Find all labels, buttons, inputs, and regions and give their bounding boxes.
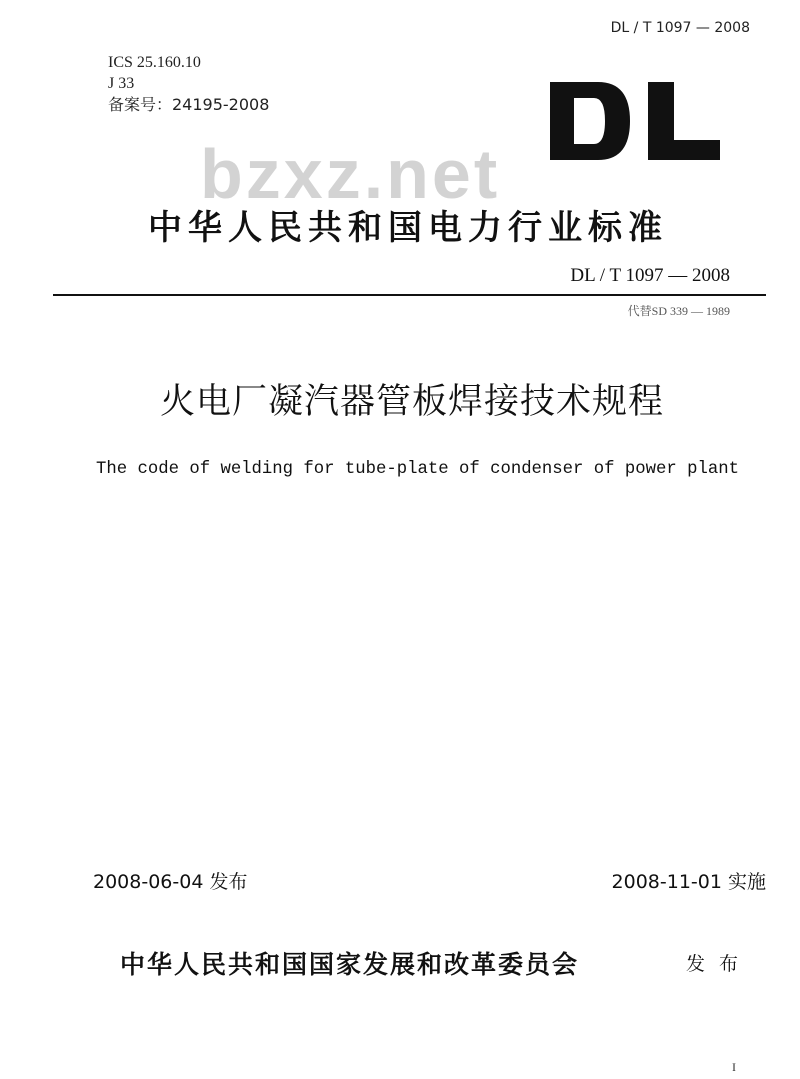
- page-number: I: [732, 1060, 736, 1074]
- document-title-zh: 火电厂凝汽器管板焊接技术规程: [160, 382, 665, 422]
- issuing-authority: 中华人民共和国国家发展和改革委员会: [120, 950, 580, 979]
- document-title-en: The code of welding for tube-plate of condenser of power plant: [96, 460, 739, 479]
- issuing-action: 发布: [686, 953, 753, 975]
- publish-date: 2008-06-04 发布: [93, 871, 248, 893]
- industry-standard-title: 中华人民共和国电力行业标准: [148, 208, 668, 248]
- header-rule: [53, 294, 766, 296]
- classification-block: [108, 52, 269, 115]
- header-standard-code: DL / T 1097 — 2008: [610, 20, 750, 36]
- filing-number: 备案号：24195-2008: [108, 95, 270, 114]
- ics-code: ICS 25.160.10: [108, 54, 201, 71]
- ccs-code: J 33: [108, 75, 135, 92]
- replaces-standard: 代替SD 339 — 1989: [627, 304, 730, 318]
- dl-logo: [550, 82, 720, 160]
- watermark: bzxz.net: [200, 135, 501, 213]
- standard-number: DL / T 1097 — 2008: [570, 265, 730, 286]
- implement-date: 2008-11-01 实施: [611, 871, 766, 893]
